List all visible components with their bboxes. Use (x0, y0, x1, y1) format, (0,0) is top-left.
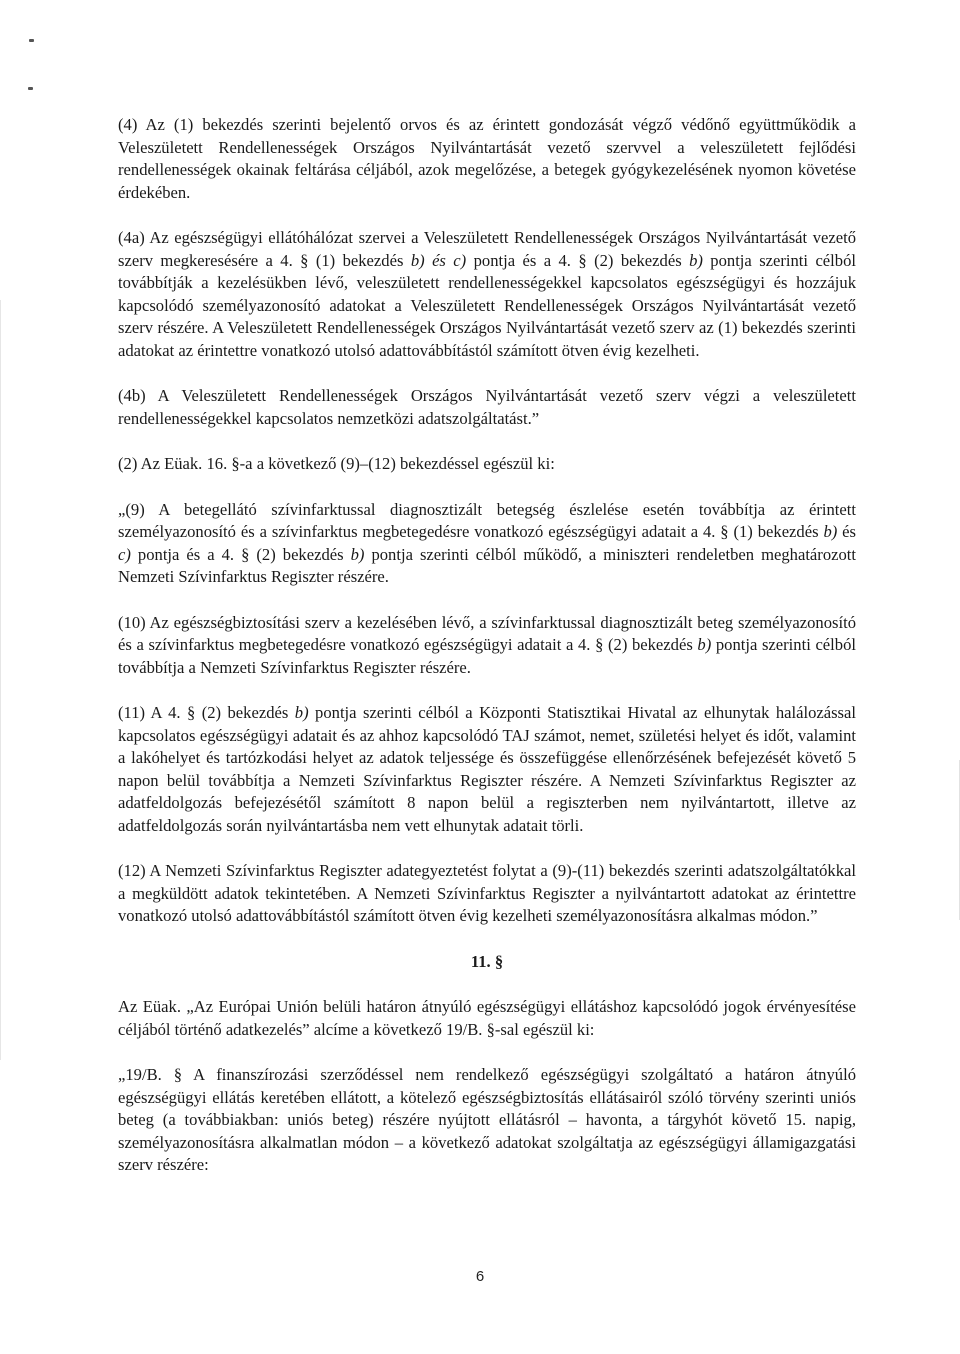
text-run: pontja és a 4. § (2) bekezdés (466, 250, 690, 270)
page-number: 6 (475, 1268, 485, 1285)
paragraph-p-4 (118, 114, 856, 204)
paragraph-p-12 (118, 860, 856, 928)
scan-speck (28, 87, 33, 90)
scan-speck (29, 39, 34, 42)
paragraph-p-9 (118, 499, 856, 589)
text-run: „19/B. § A finanszírozási szerződéssel nem rendelkező egészségügyi szolgáltató a határon átnyúló egészségügyi ellátás keretében ellátott, a kötelező egészségbiztosítás ellátásairól szóló törvény szerinti uniós beteg (a továbbiakban: uniós beteg) részére nyújtott ellátásról – havonta, a tárgyhót követő 15. napig, személyazonosításra alkalmatlan módon – a következő adatokat szolgáltatja az egészségügyi államigazgatási szerv részére: (118, 1065, 856, 1174)
italic-run: c) (118, 544, 131, 564)
text-run: pontja szerinti célból a Központi Statisztikai Hivatal az elhunytak halálozással kapcsolatos egészségügyi adatait és az ahhoz kapcsolódó TAJ számot, nemet, születési helyet és időt, valamint a lakóhelyet és tartózkodási helyet az adatok teljessége és összefüggése ellenőrzésének befejezését követő 5 napon belül továbbítja a Nemzeti Szívinfarktus Regiszter részére. A Nemzeti Szívinfarktus Regiszter az adatfeldolgozás befejezésétől számított 8 napon belül a regiszterben nem nyilvántartott, illetve az adatfeldolgozás során nyilvántartásba nem vett elhunytak adatait törli. (118, 703, 856, 835)
document-body (118, 114, 856, 1200)
text-run: (4b) A Veleszületett Rendellenességek Országos Nyilvántartását vezető szerv végzi a veleszületett rendellenességekkel kapcsolatos nemzetközi adatszolgáltatást.” (118, 386, 856, 428)
paragraph-p-4a (118, 227, 856, 362)
text-run: (10) Az egészségbiztosítási szerv a kezelésében lévő, a szívinfarktussal diagnosztizált beteg személyazonosító és a szívinfarktus megbetegedésre vonatkozó egészségügyi adatait a 4. § (2) bekezdés (118, 612, 856, 654)
text-run: (11) A 4. § (2) bekezdés (118, 703, 295, 722)
paragraph-p-10 (118, 612, 856, 680)
paragraph-p-11 (118, 702, 856, 837)
text-run: Az Eüak. „Az Európai Unión belüli határon átnyúló egészségügyi ellátáshoz kapcsolódó jogok érvényesítése céljából történő adatkezelés” alcíme a következő 19/B. §-sal egészül ki: (118, 997, 856, 1039)
paragraph-group (118, 996, 856, 1177)
paragraph-p-19b (118, 1064, 856, 1177)
text-run: (4a) Az egészségügyi ellátóhálózat szervei a Veleszületett Rendellenességek Országos Nyilvántartását vezető szerv megkeresésére a 4. § (1) bekezdés (118, 228, 856, 270)
text-run: pontja és a 4. § (2) bekezdés (130, 544, 351, 564)
text-run: (12) A Nemzeti Szívinfarktus Regiszter adategyeztetést folytat a (9)-(11) bekezdés szerinti adatszolgáltatókkal a megküldött adatok tekintetében. A Nemzeti Szívinfarktus Regiszter a nyilvántartott adatokat az érintettre vonatkozó utolsó adattovábbítástól számított ötven évig kezelheti személyazonosításra alkalmas módon.” (118, 861, 856, 925)
text-run: (2) Az Eüak. 16. §-a a következő (9)–(12) bekezdéssel egészül ki: (118, 454, 555, 473)
italic-run: b) (823, 522, 838, 541)
text-run: pontja szerinti célból továbbítja a Nemzeti Szívinfarktus Regiszter részére. (118, 635, 856, 677)
paragraph-p-4b (118, 385, 856, 430)
italic-run: b) (697, 635, 712, 654)
paragraph-p-2-euak (118, 453, 856, 476)
text-run: pontja szerinti célból működő, a miniszteri rendeletben meghatározott Nemzeti Szívinfarktus Regiszter részére. (118, 544, 856, 586)
paragraph-p-euak-alcim (118, 996, 856, 1041)
text-run: „(9) A betegellátó szívinfarktussal diagnosztizált betegség észlelése esetén továbbítja az érintett személyazonosító és a szívinfarktus megbetegedésre vonatkozó egészségügyi adatait a 4. § (1) bekezdés (118, 499, 856, 541)
paragraph-group (118, 114, 856, 928)
section-heading: 11. § (470, 951, 504, 971)
italic-run: b) (689, 250, 703, 270)
italic-run: b) és c) (410, 250, 467, 270)
scan-edge-shadow (0, 300, 1, 1060)
text-run: és (837, 522, 856, 541)
italic-run: b) (350, 544, 365, 564)
italic-run: b) (294, 703, 309, 722)
text-run: pontja szerinti célból továbbítják a kezelésükben lévő, veleszületett rendellenességekkel kapcsolatos egészségügyi és hozzájuk kapcsolódó személyazonosító adatokat a Veleszületett Rendellenességek Országos Nyilvántartását vezető szerv részére. A Veleszületett Rendellenességek Országos Nyilvántartását vezető szerv az (1) bekezdés szerinti adatokat az érintettre vonatkozó utolsó adattovábbítástól számított ötven évig kezelheti. (118, 250, 856, 360)
text-run: (4) Az (1) bekezdés szerinti bejelentő orvos és az érintett gondozását végző védőnő együttműködik a Veleszületett Rendellenességek Országos Nyilvántartását vezető szervvel a veleszületett fejlődési rendellenességek okainak feltárása céljából, azok megelőzése, a betegek gyógykezelésének nyomon követése érdekében. (118, 115, 856, 202)
